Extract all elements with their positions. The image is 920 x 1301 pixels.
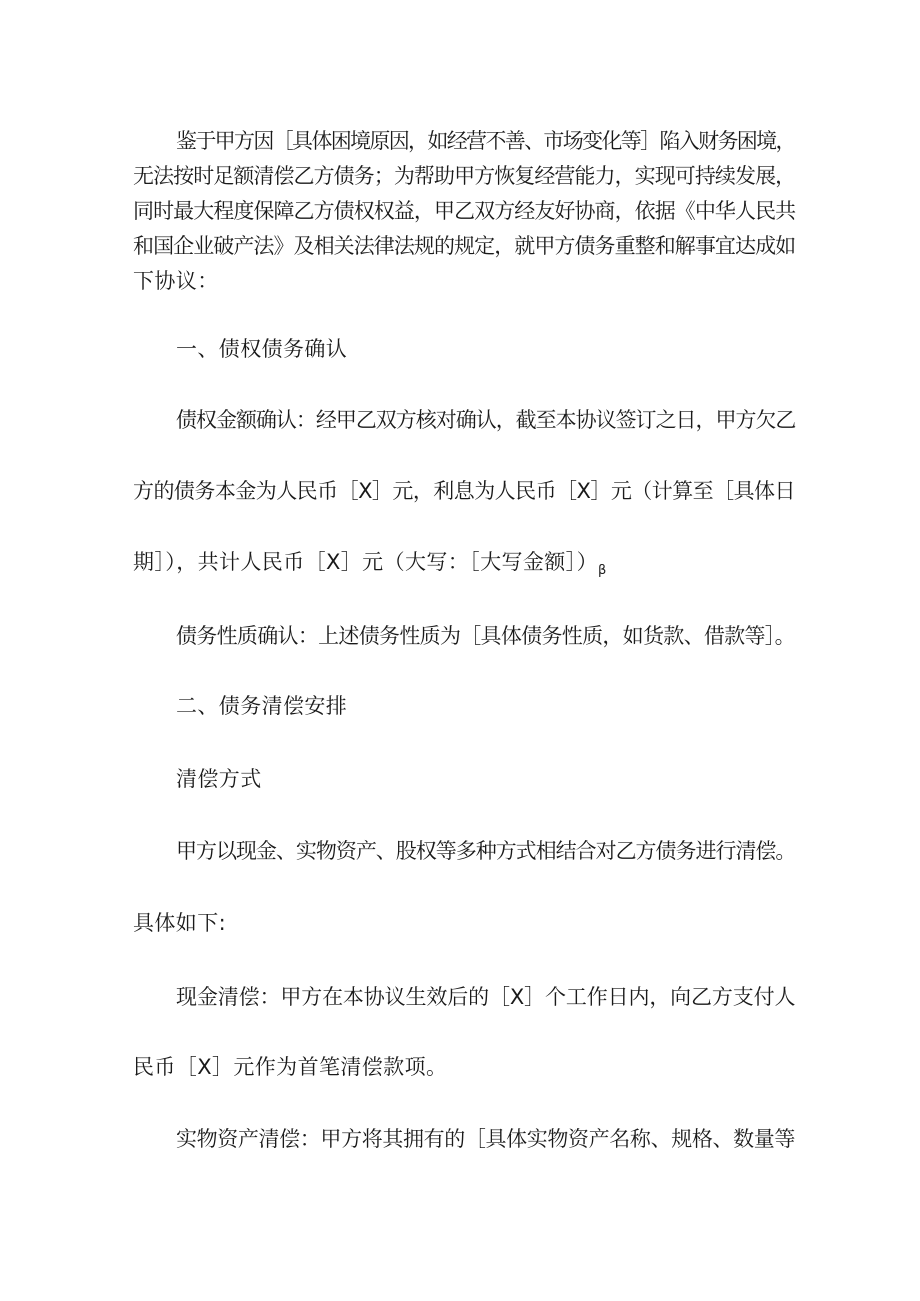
asset-repayment-line-1: 实物资产清偿：甲方将其拥有的［具体实物资产名称、规格、数量等 <box>176 1127 795 1151</box>
section-heading-1: 一、债权债务确认 <box>176 337 348 361</box>
section-heading-2: 二、债务清偿安排 <box>176 694 348 718</box>
repayment-method-line-2: 具体如下: <box>133 911 227 935</box>
intro-line-1: 鉴于甲方因［具体困境原因，如经营不善、市场变化等］陷入财务困境， <box>176 129 795 153</box>
cash-repayment-line-1: 现金清偿：甲方在本协议生效后的［X］个工作日内，向乙方支付人 <box>176 985 796 1009</box>
cash-repayment-line-2: 民币［X］元作为首笔清偿款项。 <box>133 1055 448 1079</box>
claim-amount-line-3-text: 期］），共计人民币［X］元（大写：［大写金额］） <box>133 550 598 574</box>
claim-amount-mark: β <box>597 563 607 578</box>
repayment-method-heading: 清偿方式 <box>176 767 262 791</box>
claim-amount-line-1: 债权金额确认：经甲乙双方核对确认，截至本协议签订之日，甲方欠乙 <box>176 408 796 432</box>
intro-line-2: 无法按时足额清偿乙方债务；为帮助甲方恢复经营能力，实现可持续发展， <box>133 164 796 188</box>
intro-line-4: 和国企业破产法》及相关法律法规的规定，就甲方债务重整和解事宜达成如 <box>133 234 796 258</box>
debt-nature-line: 债务性质确认：上述债务性质为［具体债务性质，如货款、借款等］。 <box>176 624 795 648</box>
intro-line-3: 同时最大程度保障乙方债权权益，甲乙双方经友好协商，依据《中华人民共 <box>133 199 796 223</box>
intro-line-5: 下协议： <box>133 269 219 293</box>
claim-amount-line-2: 方的债务本金为人民币［X］元，利息为人民币［X］元（计算至［具体日 <box>133 479 795 503</box>
claim-amount-line-3 <box>133 548 607 580</box>
repayment-method-line-1: 甲方以现金、实物资产、股权等多种方式相结合对乙方债务进行清偿。 <box>176 839 796 863</box>
